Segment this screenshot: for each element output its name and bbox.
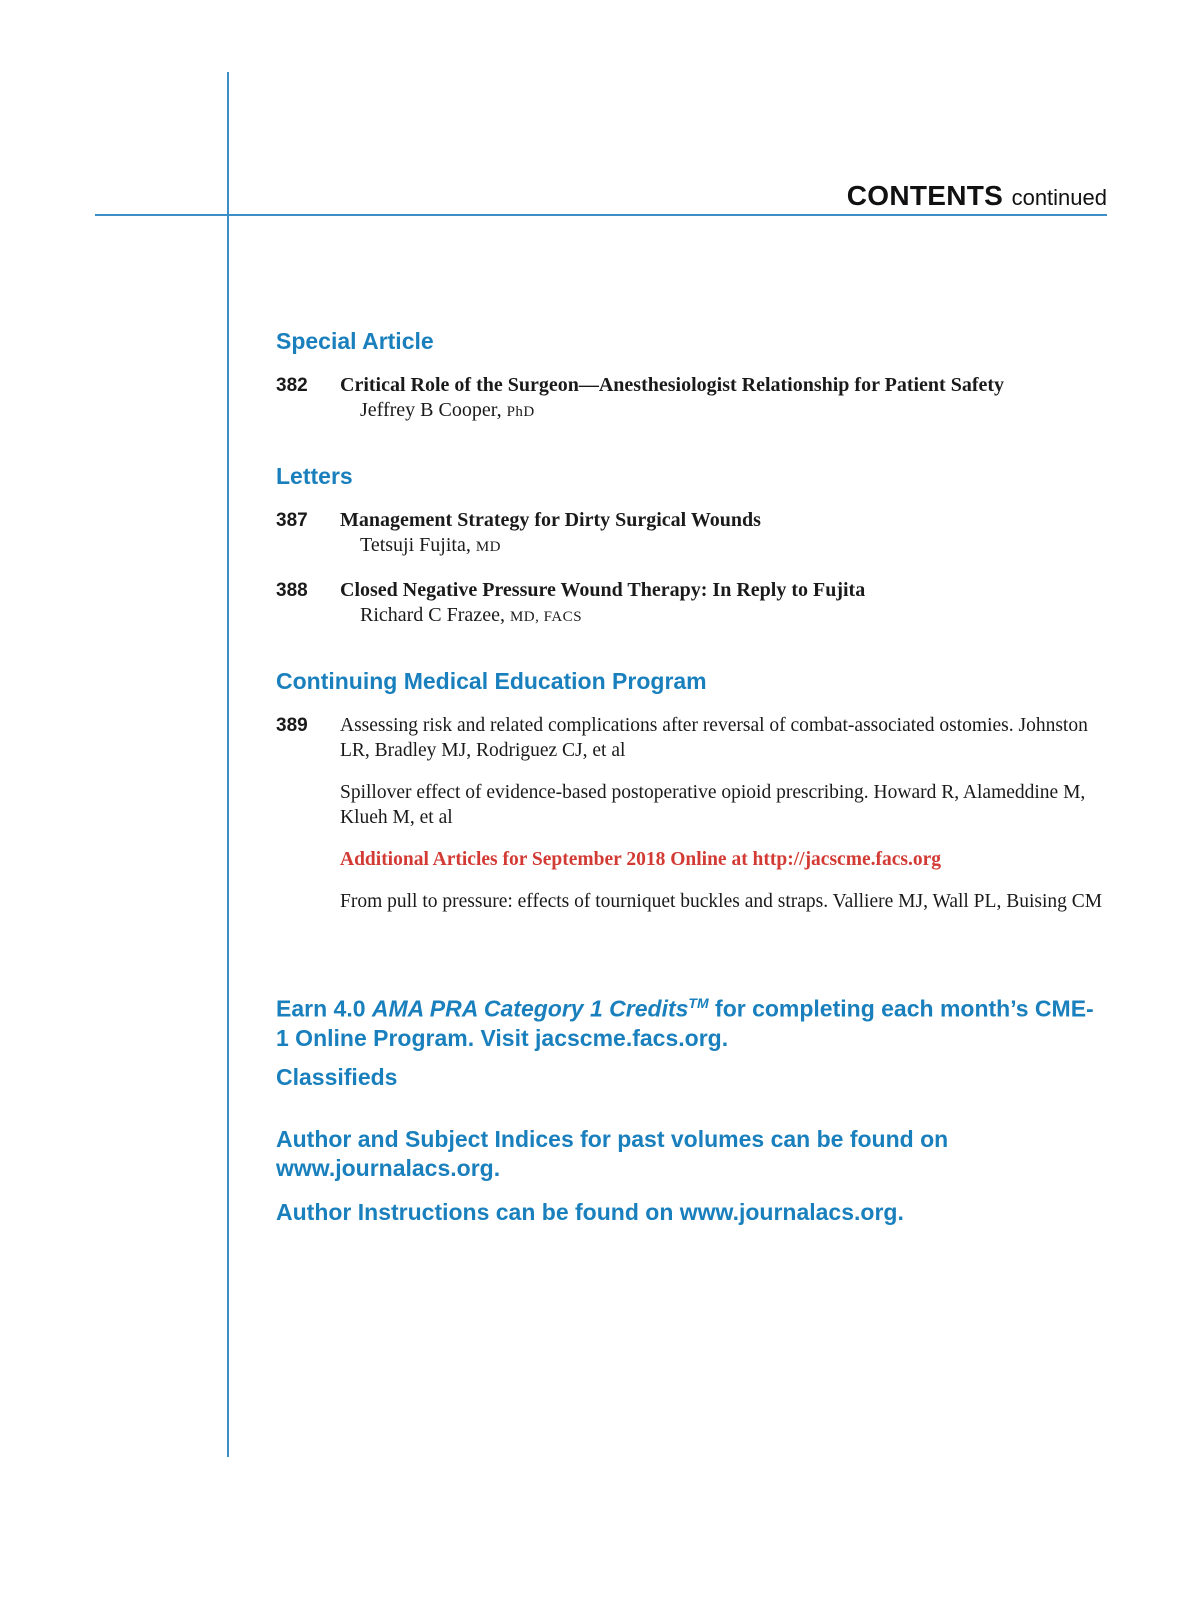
page-number: 388 <box>276 580 308 601</box>
article-author: Jeffrey B Cooper, PhD <box>360 399 535 421</box>
page-number: 382 <box>276 375 308 396</box>
section-title-letters: Letters <box>276 463 353 489</box>
author-credentials: MD <box>475 539 501 555</box>
toc-entry[interactable] <box>276 373 1106 425</box>
toc-entry[interactable] <box>276 508 1106 560</box>
header-continued: continued <box>1011 185 1107 210</box>
author-credentials: PhD <box>506 404 535 420</box>
article-author: Tetsuji Fujita, MD <box>360 534 501 556</box>
cme-article[interactable]: Spillover effect of evidence-based postoperative opioid prescribing. Howard R, Alameddine M, Klueh M, et al <box>340 782 1086 828</box>
contents-body <box>276 328 1106 1227</box>
article-author: Richard C Frazee, MD, FACS <box>360 604 583 626</box>
cme-article[interactable]: Assessing risk and related complications after reversal of combat-associated ostomies. Johnston LR, Bradley MJ, Rodriguez CJ, et al <box>340 715 1088 761</box>
article-title: Management Strategy for Dirty Surgical Wounds <box>340 509 761 531</box>
cme-credits-notice: Earn 4.0 AMA PRA Category 1 Credits™ for completing each month’s CME-1 Online Program. Visit jacscme.facs.org. <box>276 995 1094 1051</box>
classifieds-heading: Classifieds <box>276 1063 398 1090</box>
header-contents: CONTENTS <box>846 180 1004 211</box>
page-header <box>847 180 1107 212</box>
toc-entry[interactable] <box>276 578 1106 630</box>
horizontal-rule <box>95 214 1107 216</box>
indices-notice: Author and Subject Indices for past volumes can be found on www.journalacs.org. <box>276 1125 949 1181</box>
vertical-rule <box>227 72 229 1457</box>
cme-entry <box>276 713 1106 931</box>
section-title-cme: Continuing Medical Education Program <box>276 668 707 694</box>
section-title-special-article: Special Article <box>276 328 434 354</box>
instructions-notice: Author Instructions can be found on www.journalacs.org. <box>276 1198 904 1225</box>
article-title: Closed Negative Pressure Wound Therapy: In Reply to Fujita <box>340 579 866 601</box>
page-number: 389 <box>276 715 308 736</box>
article-title: Critical Role of the Surgeon—Anesthesiologist Relationship for Patient Safety <box>340 374 1005 396</box>
additional-articles-link[interactable]: Additional Articles for September 2018 Online at http://jacscme.facs.org <box>340 849 941 870</box>
author-credentials: MD, FACS <box>509 609 583 625</box>
page-number: 387 <box>276 510 308 531</box>
cme-article[interactable]: From pull to pressure: effects of tourniquet buckles and straps. Valliere MJ, Wall PL, Buising CM <box>340 891 1103 912</box>
